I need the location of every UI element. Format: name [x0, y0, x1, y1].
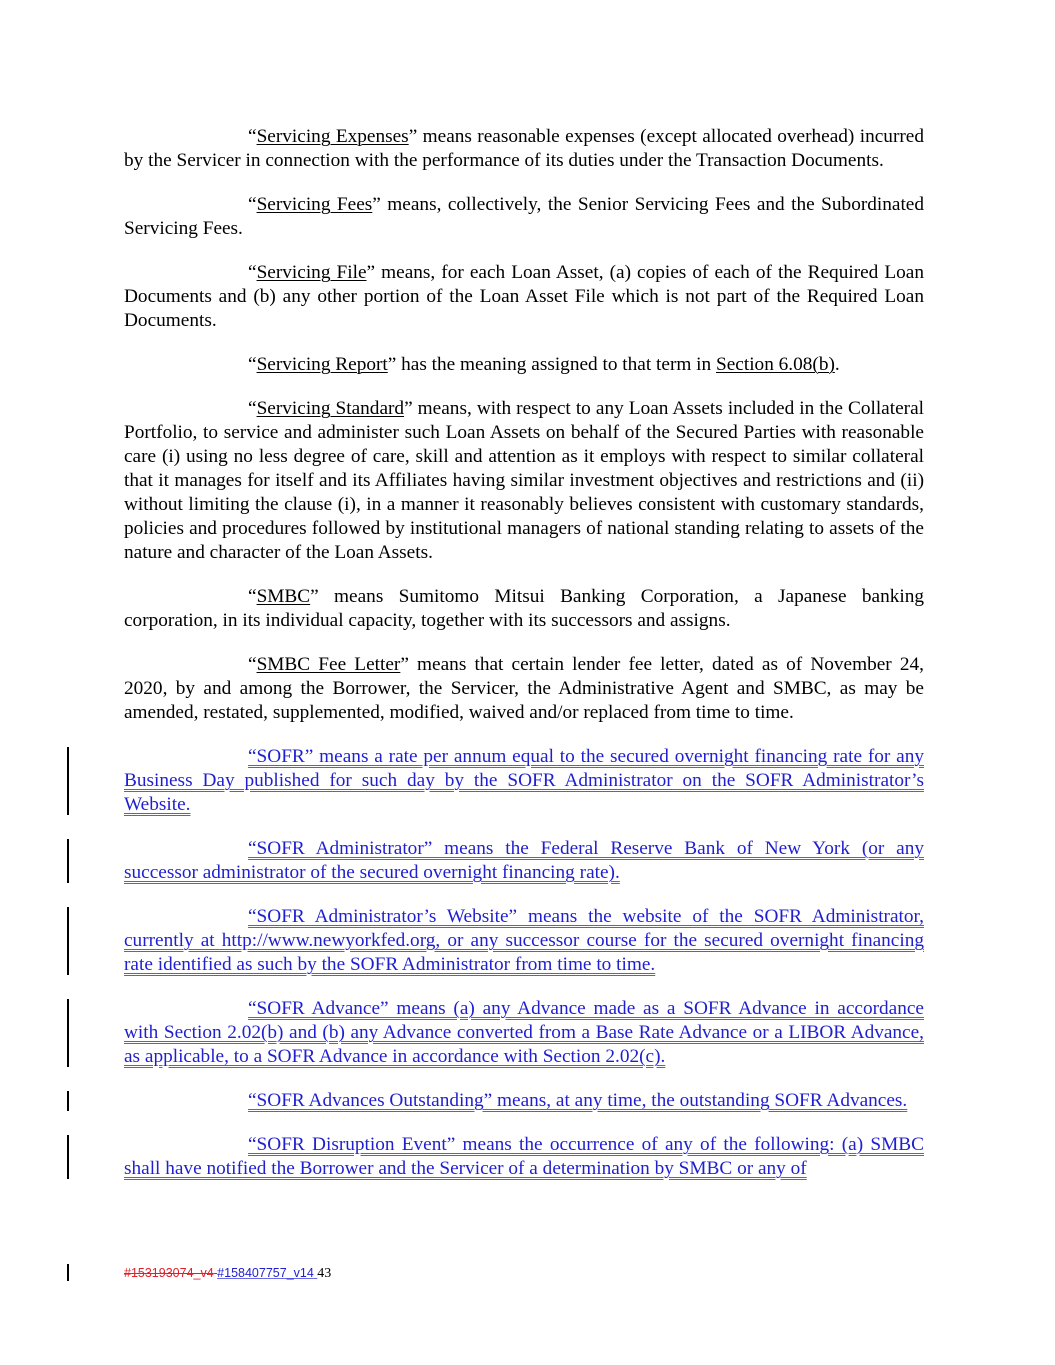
defined-term: Servicing File [256, 262, 367, 283]
defined-term: Servicing Report [256, 354, 388, 375]
definition-text: “ [248, 194, 257, 215]
definition-text: ” means Sumitomo Mitsui Banking Corporation, a Japanese banking corporation, in its individual capacity, together with its successors and assigns. [124, 586, 924, 631]
definition-text: “SOFR Disruption Event” means the occurrence of any of the following: (a) SMBC shall have notified the Borrower and the Servicer of a determination by SMBC or any of [124, 1134, 924, 1179]
definition-text: “SOFR Administrator’s Website” means the website of the SOFR Administrator, currently at http://www.newyorkfed.org, or any successor course for the secured overnight financing rate identified as such by the SOFR Administrator from time to time. [124, 906, 924, 975]
inserted-definition [124, 1133, 924, 1181]
definition-text: ” means, collectively, the Senior Servicing Fees and the Subordinated Servicing Fees. [124, 194, 925, 239]
deleted-doc-id: #153193074_v4 [124, 1266, 214, 1280]
change-bar [67, 1135, 69, 1179]
definition [124, 585, 924, 633]
defined-term: Section 6.08(b) [716, 354, 835, 375]
definition [124, 193, 924, 241]
definition-text: “ [248, 354, 257, 375]
definition-text: . [834, 354, 840, 375]
change-bar [67, 999, 69, 1067]
change-bar [67, 747, 69, 815]
defined-term: Servicing Standard [256, 398, 405, 419]
new-doc-id: #158407757_v14 [217, 1266, 314, 1280]
page-number: 43 [317, 1266, 332, 1281]
change-bar [67, 839, 69, 883]
definition [124, 353, 924, 377]
defined-term: SMBC Fee Letter [256, 654, 401, 675]
definition-text: ” means, for each Loan Asset, (a) copies of each of the Required Loan Documents and (b) any other portion of the Loan Asset File which is not part of the Required Loan Documents. [124, 262, 924, 331]
definition [124, 125, 924, 173]
inserted-definition [124, 905, 924, 977]
inserted-definition [124, 1089, 924, 1113]
definition-text: “SOFR” means a rate per annum equal to the secured overnight financing rate for any Business Day published for such day by the SOFR Administrator on the SOFR Administrator’s Website. [124, 746, 924, 815]
inserted-definition [124, 837, 924, 885]
change-bar [67, 1091, 69, 1111]
defined-term: Servicing Fees [256, 194, 373, 215]
definition-text: “ [248, 398, 257, 419]
change-bar [67, 1264, 69, 1281]
inserted-definition [124, 997, 924, 1069]
definition-text: “ [248, 654, 257, 675]
definition-text: ” means that certain lender fee letter, dated as of November 24, 2020, by and among the Borrower, the Servicer, the Administrative Agent and SMBC, as may be amended, restated, supplemented, modified, waived and/or replaced from time to time. [124, 654, 924, 723]
document-body [124, 125, 924, 1201]
footer [124, 1266, 331, 1282]
inserted-definition [124, 745, 924, 817]
definition [124, 261, 924, 333]
definition-text: “SOFR Advances Outstanding” means, at any time, the outstanding SOFR Advances. [248, 1090, 908, 1111]
definition-text: “ [248, 262, 257, 283]
definition-text: “SOFR Administrator” means the Federal Reserve Bank of New York (or any successor administrator of the secured overnight financing rate). [124, 838, 924, 883]
definition-text: ” means reasonable expenses (except allocated overhead) incurred by the Servicer in connection with the performance of its duties under the Transaction Documents. [124, 126, 924, 171]
definition [124, 397, 924, 565]
definition [124, 653, 924, 725]
definition-text: “ [248, 586, 257, 607]
defined-term: SMBC [256, 586, 311, 607]
definition-text: “SOFR Advance” means (a) any Advance made as a SOFR Advance in accordance with Section 2.02(b) and (b) any Advance converted from a Base Rate Advance or a LIBOR Advance, as applicable, to a SOFR Advance in accordance with Section 2.02(c). [124, 998, 924, 1067]
change-bar [67, 907, 69, 975]
defined-term: Servicing Expenses [256, 126, 409, 147]
definition-text: ” has the meaning assigned to that term in [387, 354, 716, 375]
definition-text: “ [248, 126, 257, 147]
definition-text: ” means, with respect to any Loan Assets included in the Collateral Portfolio, to service and administer such Loan Assets on behalf of the Secured Parties with reasonable care (i) using no less degree of care, skill and attention as it employs with respect to similar collateral that it manages for itself and its Affiliates having similar investment objectives and restrictions and (ii) without limiting the clause (i), in a manner it reasonably believes consistent with customary standards, policies and procedures followed by institutional managers of national standing relating to assets of the nature and character of the Loan Assets. [124, 398, 924, 563]
